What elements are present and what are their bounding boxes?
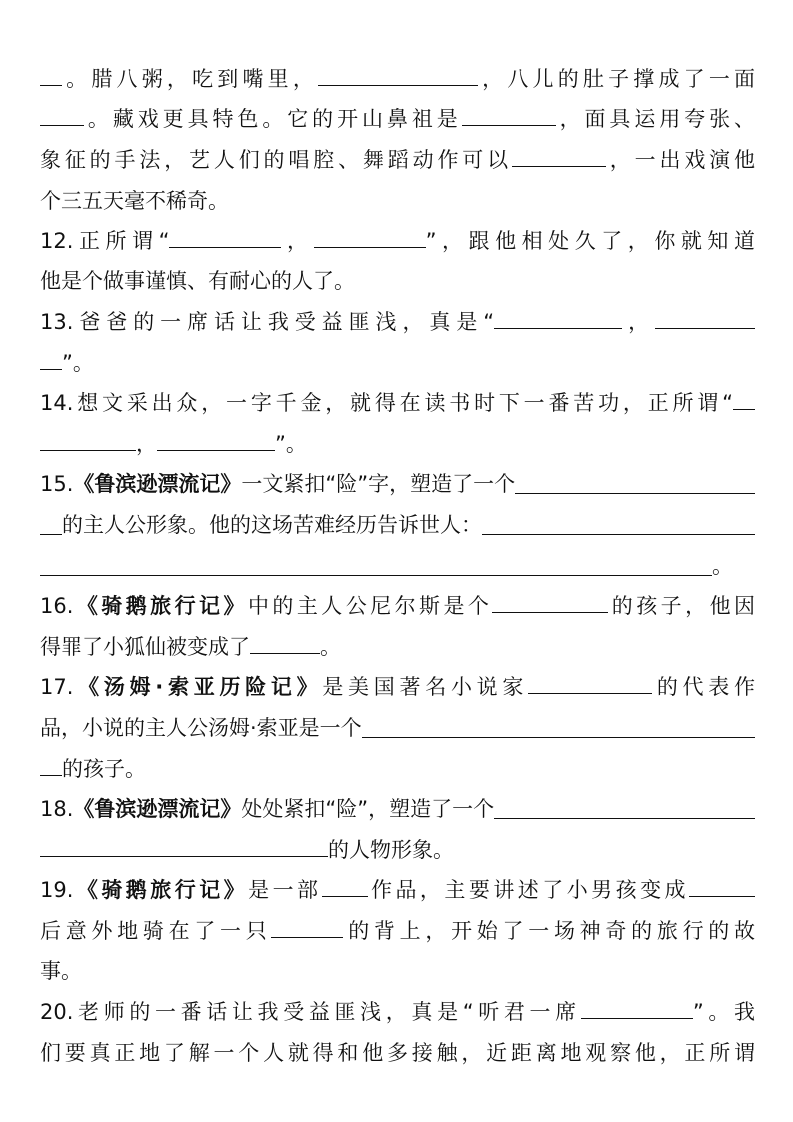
text-line: 的孩子。 xyxy=(40,755,755,783)
answer-blank[interactable] xyxy=(314,227,426,248)
answer-blank[interactable] xyxy=(733,389,755,410)
question-20: 20.老师的一番话让我受益匪浅，真是“听君一席 ”。我 xyxy=(40,1000,755,1024)
answer-blank[interactable] xyxy=(250,633,320,654)
answer-blank[interactable] xyxy=(494,798,755,819)
question-15: 15. 《鲁滨逊漂流记》 一文紧扣“险”字，塑造了一个 xyxy=(40,470,755,498)
answer-blank[interactable] xyxy=(322,876,368,897)
text-line: 。腊八粥，吃到嘴里， ，八儿的肚子撑成了一面 xyxy=(40,65,755,93)
question-18: 18. 《鲁滨逊漂流记》 处处紧扣“险”，塑造了一个 xyxy=(40,795,755,823)
question-14: 14.想文采出众，一字千金，就得在读书时下一番苦功，正所谓“ xyxy=(40,389,755,417)
book-title: 《骑鹅旅行记》 xyxy=(73,594,248,618)
question-19: 19.《骑鹅旅行记》是一部 作品，主要讲述了小男孩变成 xyxy=(40,876,755,904)
text-line: 的人物形象。 xyxy=(40,836,755,864)
answer-blank[interactable] xyxy=(482,514,755,535)
answer-blank[interactable] xyxy=(169,227,281,248)
answer-blank[interactable] xyxy=(689,876,755,897)
text-line: 后意外地骑在了一只 的背上，开始了一场神奇的旅行的故 xyxy=(40,919,755,943)
text-line: 。藏戏更具特色。它的开山鼻祖是 ，面具运用夸张、 xyxy=(40,105,755,133)
answer-blank[interactable] xyxy=(40,514,62,535)
text-line: 象征的手法，艺人们的唱腔、舞蹈动作可以 ，一出戏演他 xyxy=(40,148,755,172)
book-title: 《骑鹅旅行记》 xyxy=(73,878,249,902)
answer-blank[interactable] xyxy=(157,430,275,451)
text-line: 得罪了小狐仙被变成了 。 xyxy=(40,635,341,659)
question-12: 12.正所谓“ ， ”，跟他相处久了，你就知道 xyxy=(40,229,755,253)
answer-blank[interactable] xyxy=(271,917,343,938)
answer-blank[interactable] xyxy=(512,146,606,167)
answer-blank[interactable] xyxy=(494,308,622,329)
answer-blank[interactable] xyxy=(318,65,478,86)
answer-blank[interactable] xyxy=(655,308,755,329)
text-line: 们要真正地了解一个人就得和他多接触，近距离地观察他，正所谓 xyxy=(40,1041,755,1065)
answer-blank[interactable] xyxy=(40,65,62,86)
answer-blank[interactable] xyxy=(40,755,62,776)
book-title: 《鲁滨逊漂流记》 xyxy=(73,797,242,821)
book-title: 《鲁滨逊漂流记》 xyxy=(73,472,242,496)
book-title: 《汤姆·索亚历险记》 xyxy=(73,675,323,699)
answer-blank[interactable] xyxy=(362,717,755,738)
question-17: 17.《汤姆·索亚历险记》是美国著名小说家 的代表作 xyxy=(40,675,755,699)
answer-blank[interactable] xyxy=(492,592,608,613)
text-line: 品，小说的主人公汤姆·索亚是一个 xyxy=(40,714,755,742)
answer-blank[interactable] xyxy=(462,105,556,126)
answer-blank[interactable] xyxy=(40,555,712,576)
answer-blank[interactable] xyxy=(40,430,136,451)
question-13: 13.爸爸的一席话让我受益匪浅，真是“ ， xyxy=(40,308,755,336)
answer-blank[interactable] xyxy=(515,473,755,494)
question-16: 16.《骑鹅旅行记》中的主人公尼尔斯是个 的孩子，他因 xyxy=(40,594,755,618)
text-line: ， ”。 xyxy=(40,430,755,458)
text-line: 他是个做事谨慎、有耐心的人了。 xyxy=(40,269,355,293)
text-line: 的主人公形象。他的这场苦难经历告诉世人： xyxy=(40,511,755,539)
answer-blank[interactable] xyxy=(40,836,328,857)
answer-blank[interactable] xyxy=(40,349,62,370)
text-line: 。 xyxy=(40,552,755,580)
text-line: 个三五天毫不稀奇。 xyxy=(40,189,229,213)
text-line: ”。 xyxy=(40,349,755,377)
text-line: 事。 xyxy=(40,959,82,983)
answer-blank[interactable] xyxy=(528,673,652,694)
answer-blank[interactable] xyxy=(581,998,693,1019)
answer-blank[interactable] xyxy=(40,105,84,126)
